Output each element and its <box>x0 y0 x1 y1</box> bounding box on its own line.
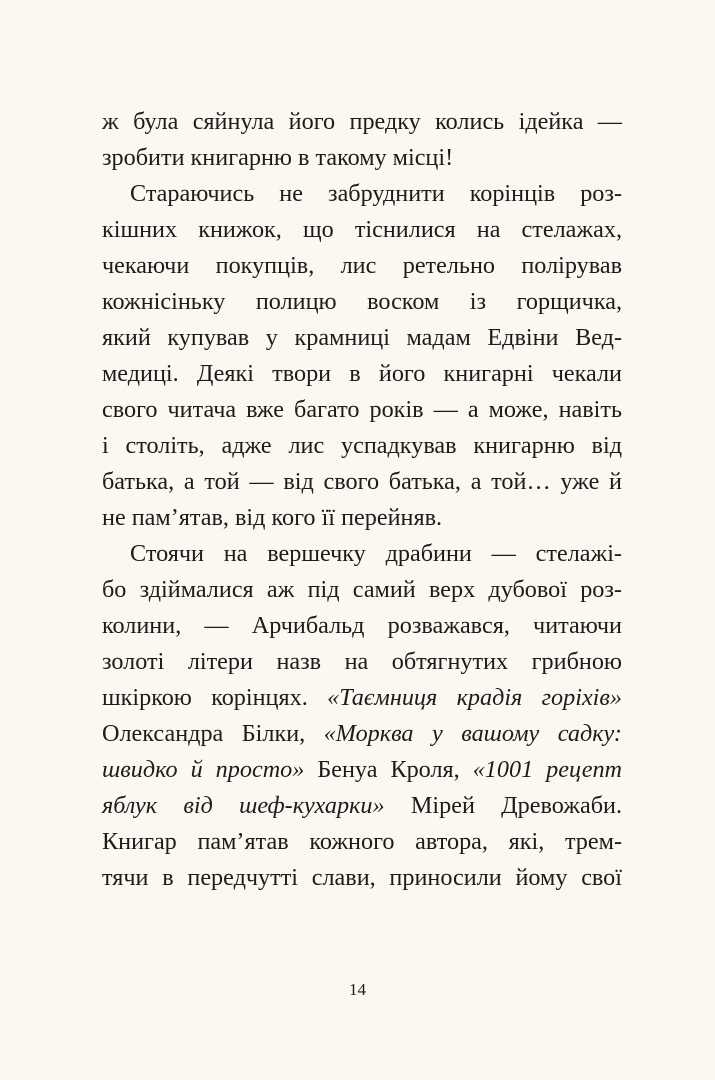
text-line <box>130 176 622 212</box>
text-line <box>130 536 622 572</box>
text-line <box>102 140 622 176</box>
text-run: чекаючи покупців, лис ретельно полірував <box>102 252 622 279</box>
text-run: Стараючись не забруднити корінців роз- <box>130 180 622 207</box>
page-number: 14 <box>349 980 366 999</box>
text-line <box>102 788 622 824</box>
text-line <box>102 248 622 284</box>
italic-title-text: «1001 рецепт <box>472 756 622 783</box>
italic-title-text: яблук від шеф-кухарки» <box>102 792 385 819</box>
text-run: Мірей Древожаби. <box>384 792 622 819</box>
text-run: батька, а той — від свого батька, а той… уже й <box>102 468 622 495</box>
text-line <box>102 104 622 140</box>
text-run: шкіркою корінцях. <box>102 684 328 711</box>
text-line <box>102 752 622 788</box>
italic-title-text: «Морква у вашому садку: <box>323 720 622 747</box>
text-line <box>102 572 622 608</box>
text-line <box>102 500 622 536</box>
text-run: свого читача вже багато років — а може, навіть <box>102 396 622 423</box>
text-run: ж була сяйнула його предку колись ідейка — <box>102 108 622 135</box>
text-line <box>102 716 622 752</box>
text-run: тячи в передчутті слави, приносили йому свої <box>102 864 622 891</box>
text-line <box>102 824 622 860</box>
text-run: кожнісіньку полицю воском із горщичка, <box>102 288 622 315</box>
text-run: і століть, адже лис успадкував книгарню від <box>102 432 622 459</box>
italic-title-text: «Таємниця крадія горіхів» <box>327 684 622 711</box>
text-line <box>102 860 622 896</box>
text-run: золоті літери назв на обтягнутих грибною <box>102 648 622 675</box>
text-line <box>102 680 622 716</box>
text-line <box>102 608 622 644</box>
text-line <box>102 320 622 356</box>
text-run: медиці. Деякі твори в його книгарні чекали <box>102 360 622 387</box>
text-line <box>102 284 622 320</box>
text-run: зробити книгарню в такому місці! <box>102 144 454 171</box>
text-run: Стоячи на вершечку драбини — стелажі- <box>130 540 622 567</box>
text-run: колини, — Арчибальд розважався, читаючи <box>102 612 622 639</box>
text-run: кішних книжок, що тіснилися на стелажах, <box>102 216 622 243</box>
text-run: бо здіймалися аж під самий верх дубової роз- <box>102 576 622 603</box>
text-run: який купував у крамниці мадам Едвіни Вед- <box>102 324 622 351</box>
italic-title-text: швидко й просто» <box>102 756 305 783</box>
text-run: не пам’ятав, від кого її перейняв. <box>102 504 443 531</box>
text-line <box>102 212 622 248</box>
text-line <box>102 428 622 464</box>
text-run: Книгар пам’ятав кожного автора, які, трем- <box>102 828 622 855</box>
text-run: Олександра Білки, <box>102 720 324 747</box>
text-line <box>102 464 622 500</box>
text-run: Бенуа Кроля, <box>304 756 473 783</box>
text-line <box>102 644 622 680</box>
text-line <box>102 356 622 392</box>
text-line <box>102 392 622 428</box>
